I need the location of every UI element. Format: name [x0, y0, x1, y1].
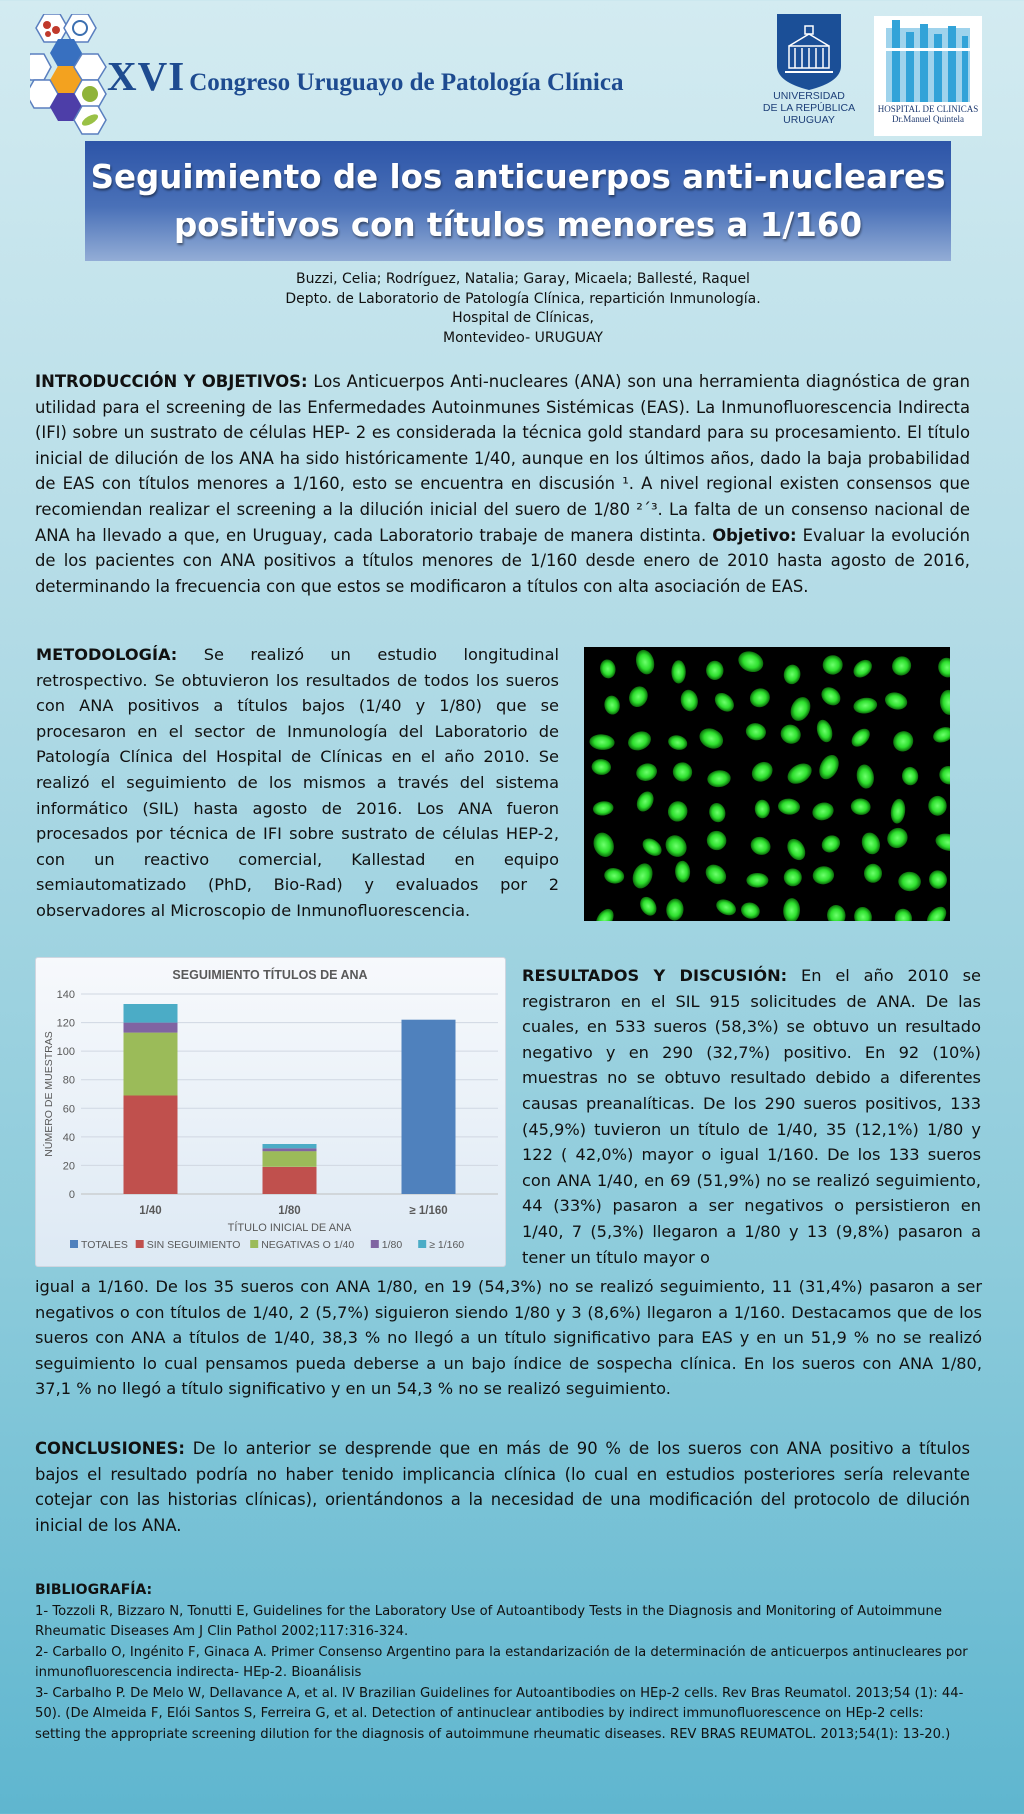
fluorescent-cell [826, 904, 846, 921]
fluorescent-cell [592, 906, 617, 921]
reference-2: 2- Carballo O, Ingénito F, Ginaca A. Primer Consenso Argentino para la estandarización de la determinación de anticuerpos antinucleares por inmunofluorescencia indirecta- HEp-2. Bioanálisis [35, 1644, 968, 1680]
fluorescent-cell [747, 685, 773, 710]
fluorescent-cell [590, 830, 617, 860]
legend-swatch [418, 1240, 426, 1248]
fluorescent-cell [675, 860, 691, 883]
fluorescent-cell [603, 695, 621, 716]
fluorescent-cell [782, 663, 801, 685]
fluorescent-cell [706, 769, 731, 788]
fluorescent-cell [666, 733, 688, 752]
university-building-icon [775, 14, 843, 90]
legend-label: NEGATIVAS O 1/40 [261, 1239, 355, 1251]
fluorescent-cell [599, 658, 617, 679]
fluorescent-cell [883, 690, 909, 712]
fluorescent-cell [706, 661, 724, 681]
fluorescent-cell [744, 721, 767, 742]
fluorescent-cell [637, 894, 660, 919]
bar-segment [124, 1023, 178, 1033]
fluorescent-cell [901, 766, 919, 786]
fluorescent-cell [629, 860, 656, 891]
fluorescent-cell [702, 861, 730, 888]
bar-segment [263, 1144, 317, 1148]
x-tick-label: 1/80 [278, 1205, 301, 1217]
fluorescent-cell [812, 865, 835, 885]
fluorescent-cell [864, 864, 882, 883]
fluorescent-cell [931, 724, 950, 745]
title-line-2: positivos con títulos menores a 1/160 [173, 206, 863, 244]
y-tick-label: 60 [62, 1103, 75, 1116]
fluorescent-cell [928, 796, 947, 816]
chart-title: SEGUIMIENTO TÍTULOS DE ANA [172, 968, 368, 982]
fluorescent-cell [936, 655, 950, 679]
intro-heading: INTRODUCCIÓN Y OBJETIVOS: [35, 372, 308, 391]
results-continuation: igual a 1/160. De los 35 sueros con ANA 1/80, en 19 (54,3%) no se realizó seguimiento, 11 (31,4%) pasaron a ser negativos o con títulos de 1/40, 2 (5,7%) siguieron siendo 1/80 y 3 (8,6%) llegaron a 1/160. Destacamos que de los sueros con ANA a títulos de 1/40, 38,3 % no llegó a un título significativo para EAS y en un 51,9 % no se realizó seguimiento lo cual pensamos pueda deberse a un bajo índice de sospecha clínica. En los sueros con ANA 1/80, 37,1 % no llegó a título significativo y en un 54,3 % no se realizó seguimiento. [35, 1277, 982, 1399]
congress-title [107, 52, 623, 100]
fluorescent-cell [704, 828, 729, 853]
fluorescent-cell [748, 834, 774, 858]
intro-section [35, 369, 970, 599]
fluorescent-cell [787, 694, 814, 724]
fluorescent-cell [859, 830, 883, 857]
udelar-line-3: URUGUAY [783, 114, 835, 126]
fluorescent-cell [781, 866, 804, 888]
y-tick-label: 140 [56, 989, 75, 1001]
ana-chart [35, 957, 506, 1267]
fluorescent-cell [889, 727, 917, 755]
fluorescent-cell [669, 759, 695, 785]
fluorescent-cell [592, 800, 614, 817]
fluorescent-cell [852, 696, 878, 715]
hospital-sub: Dr.Manuel Quintela [892, 114, 964, 124]
fluorescent-cell [707, 801, 727, 824]
fluorescent-cell [815, 752, 842, 783]
bar-segment [124, 1033, 178, 1096]
y-tick-label: 100 [56, 1046, 75, 1059]
fluorescent-cell [665, 898, 684, 921]
hospital-name: HOSPITAL DE CLINICAS [877, 104, 979, 114]
fluorescent-cell [671, 660, 685, 683]
fluorescent-cell [603, 867, 625, 885]
conclusions-heading: CONCLUSIONES: [35, 1439, 185, 1458]
y-tick-label: 20 [62, 1160, 75, 1173]
legend-label: TOTALES [81, 1239, 128, 1251]
y-tick-label: 40 [62, 1131, 75, 1144]
hospital-logo [874, 16, 982, 136]
fluorescent-cell [888, 652, 915, 679]
y-tick-label: 80 [62, 1074, 75, 1087]
legend-label: ≥ 1/160 [429, 1239, 465, 1251]
fluorescent-cell [591, 758, 612, 775]
fluorescent-cell [810, 800, 836, 823]
udelar-logo [760, 14, 858, 126]
fluorescent-cell [898, 871, 922, 892]
fluorescent-cell [633, 648, 657, 677]
chart-canvas [36, 958, 505, 1266]
fluorescent-cell [784, 759, 815, 788]
fluorescent-cell [883, 824, 912, 853]
x-tick-label: ≥ 1/160 [409, 1205, 448, 1217]
fluorescent-cell [855, 763, 876, 790]
fluorescent-cell [818, 684, 844, 710]
x-tick-label: 1/40 [139, 1205, 162, 1217]
author-city: Montevideo- URUGUAY [443, 329, 603, 346]
fluorescent-cell [893, 907, 914, 921]
fluorescent-cell [819, 832, 844, 856]
fluorescent-cell [850, 798, 871, 816]
fluorescent-cell [939, 689, 950, 716]
fluorescent-cell [923, 903, 950, 921]
bar-segment [263, 1148, 317, 1151]
y-tick-label: 0 [68, 1189, 75, 1201]
legend-swatch [136, 1240, 144, 1248]
conclusions-section [35, 1436, 970, 1538]
fluorescent-cell [848, 725, 873, 750]
fluorescent-cell [634, 761, 659, 784]
fluorescent-cell [625, 728, 654, 754]
fluorescent-cell [754, 799, 770, 818]
fluorescent-cell [933, 831, 950, 854]
methods-section [36, 642, 559, 924]
legend-label: 1/80 [381, 1239, 403, 1251]
bibliography-heading: BIBLIOGRAFÍA: [35, 1582, 153, 1598]
legend-label: SIN SEGUIMIENTO [146, 1239, 241, 1251]
immunofluorescence-image [584, 647, 950, 921]
methods-heading: METODOLOGÍA: [36, 645, 178, 664]
fluorescent-cell [634, 789, 657, 815]
bar-segment [402, 1020, 456, 1194]
fluorescent-cell [735, 648, 766, 676]
legend-swatch [70, 1240, 78, 1248]
authors-block [0, 270, 1024, 348]
fluorescent-cell [739, 900, 762, 921]
bibliography-section [35, 1580, 970, 1745]
methods-text: Se realizó un estudio longitudinal retrospectivo. Se obtuvieron los resultados de todos los sueros con ANA positivos a títulos bajos (1/40 y 1/80) que se procesaron en el sector de Inmunología del Laboratorio de Patología Clínica del Hospital de Clínicas en el año 2010. Se realizó el seguimiento de los mismos a través del sistema informático (SIL) hasta agosto de 2016. Los ANA fueron procesados por técnica de IFI sobre sustrato de células HEP-2, con un reactivo comercial, Kallestad en equipo semiautomatizado (PhD, Bio-Rad) y evaluados por 2 observadores al Microscopio de Inmunofluorescencia. [36, 645, 559, 920]
reference-1: 1- Tozzoli R, Bizzaro N, Tonutti E, Guidelines for the Laboratory Use of Autoantibody Tests in the Diagnosis and Monitoring of Autoimmune Rheumatic Diseases Am J Clin Pathol 2002;117:316-324. [35, 1603, 942, 1639]
fluorescent-cell [661, 831, 691, 861]
fluorescent-cell [639, 835, 665, 860]
author-dept: Depto. de Laboratorio de Patología Clínica, repartición Inmunología. [285, 290, 761, 307]
objective-text: Evaluar la evolución de los pacientes con ANA positivos a títulos menores de 1/160 desde enero de 2010 hasta agosto de 2016, determinando la frecuencia con que estos se modificaron a títulos con alta asociación de EAS. [35, 525, 970, 596]
fluorescent-cell [926, 868, 950, 892]
fluorescent-cell [711, 689, 737, 715]
fluorescent-cell [714, 896, 739, 918]
fluorescent-cell [814, 718, 835, 744]
legend-swatch [250, 1240, 258, 1248]
fluorescent-cell [626, 683, 651, 710]
bar-segment [124, 1004, 178, 1023]
author-names: Buzzi, Celia; Rodríguez, Natalia; Garay, Micaela; Ballesté, Raquel [296, 271, 750, 287]
intro-text: Los Anticuerpos Anti-nucleares (ANA) son una herramienta diagnóstica de gran utilidad para el screening de las Enfermedades Autoinmunes Sistémicas (EAS). La Inmunofluorescencia Indirecta (IFI) sobre un sustrato de células HEP- 2 es considerada la técnica gold standard para su procesamiento. El título inicial de dilución de los ANA ha sido históricamente 1/40, aunque en los últimos años, dado la baja probabilidad de EAS con títulos menores a 1/160, esto se encuentra en discusión ¹. A nivel regional existen consensos que recomiendan realizar el screening a la dilución inicial del suero de 1/80 ²´³. La falta de un consenso nacional de ANA ha llevado a que, en Uruguay, cada Laboratorio trabaje de manera distinta. [35, 372, 970, 545]
objective-label: Objetivo: [712, 525, 797, 545]
fluorescent-cell [783, 898, 801, 921]
fluorescent-cell [784, 836, 809, 864]
congress-name: Congreso Uruguayo de Patología Clínica [189, 69, 624, 96]
hospital-building-icon [878, 18, 978, 106]
udelar-line-2: DE LA REPÚBLICA [762, 102, 856, 114]
fluorescent-cell [679, 688, 700, 712]
legend-swatch [371, 1240, 379, 1248]
fluorescent-cell [821, 654, 844, 677]
fluorescent-cell [777, 721, 803, 747]
conclusions-text: De lo anterior se desprende que en más de 90 % de los sueros con ANA positivo a títulos bajos el resultado podría no haber tenido implicancia clínica (lo cual en estudios posteriores sería relevante cotejar con las historias clínicas), orientándonos a la necesidad de una modificación del protocolo de dilución inicial de los ANA. [35, 1439, 970, 1535]
title-banner [85, 141, 951, 261]
fluorescent-cell [850, 656, 875, 681]
bar-segment [124, 1095, 178, 1194]
reference-3: 3- Carbalho P. De Melo W, Dellavance A, et al. IV Brazilian Guidelines for Autoantibodies on HEp-2 cells. Rev Bras Reumatol. 2013;54 (1): 44-50). (De Almeida F, Elói Santos S, Ferreira G, et al. Detection of antinuclear antibodies by indirect immunofluorescence on HEp-2 cells: setting the appropriate screening dilution for the diagnosis of autoimmune rheumatic diseases. REV BRAS REUMATOL. 2013;54(1): 13-20.) [35, 1685, 964, 1742]
bar-segment [263, 1151, 317, 1167]
results-heading: RESULTADOS Y DISCUSIÓN: [522, 966, 788, 985]
fluorescent-cell [748, 758, 777, 786]
results-section [522, 963, 981, 1270]
fluorescent-cell [889, 798, 906, 824]
y-axis-title: NÚMERO DE MUESTRAS [43, 1031, 55, 1157]
author-hospital: Hospital de Clínicas, [452, 310, 594, 326]
title-line-1: Seguimiento de los anticuerpos anti-nucleares [90, 158, 946, 196]
results-text-top: En el año 2010 se registraron en el SIL 915 solicitudes de ANA. De las cuales, en 533 sueros (58,3%) se obtuvo un resultado negativo y en 290 (32,7%) positivo. En 92 (10%) muestras no se obtuvo resultado debido a diferentes causas preanalíticas. De los 290 sueros positivos, 133 (45,9%) tuvieron un título de 1/40, 35 (12,1%) 1/80 y 122 ( 42,0%) mayor o igual 1/160. De los 133 sueros con ANA 1/40, en 69 (51,9%) no se realizó seguimiento, 44 (33%) pasaron a ser negativos o persistieron en 1/40, 7 (5,3%) llegaron a 1/80 y 13 (9,8%) pasaron a tener un título mayor o [522, 966, 981, 1267]
x-axis-title: TÍTULO INICIAL DE ANA [227, 1222, 352, 1234]
congress-number: XVI [107, 53, 186, 99]
bar-segment [263, 1167, 317, 1194]
fluorescent-cell [696, 725, 726, 753]
fluorescent-cell [936, 763, 950, 788]
fluorescent-cell [589, 733, 615, 750]
fluorescent-cell [777, 798, 800, 816]
udelar-line-1: UNIVERSIDAD [773, 90, 845, 102]
fluorescent-cell [852, 905, 873, 921]
y-tick-label: 120 [56, 1017, 75, 1030]
fluorescent-cell [746, 873, 768, 888]
fluorescent-cell [665, 799, 690, 824]
